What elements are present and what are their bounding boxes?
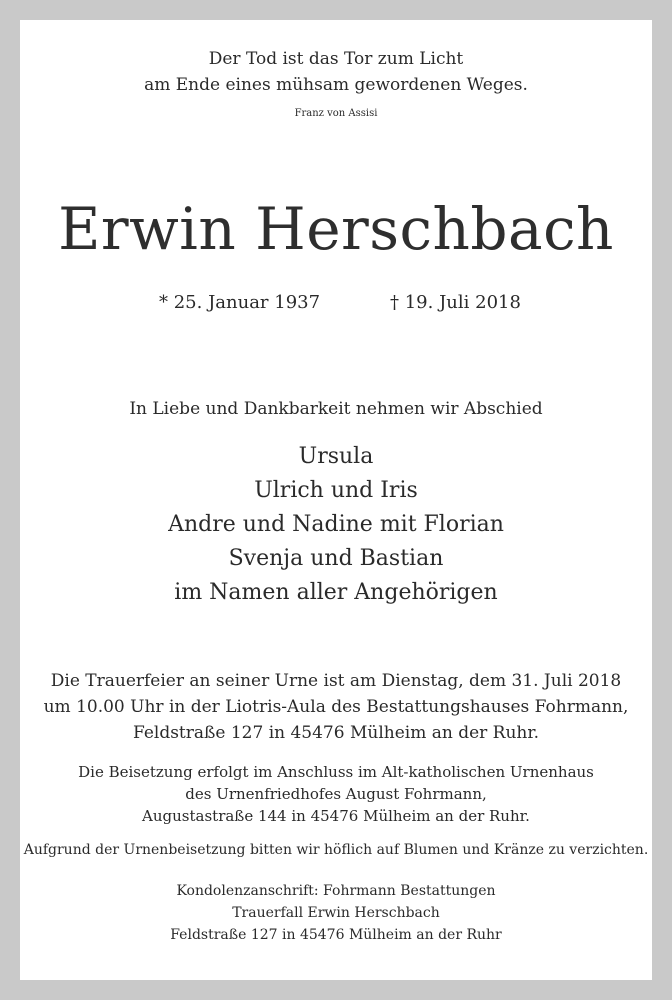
burial-line: Augustastraße 144 in 45476 Mülheim an der Ruhr. [142, 807, 530, 825]
flowers-notice: Aufgrund der Urnenbeisetzung bitten wir höflich auf Blumen und Kränze zu verzichten. [23, 842, 649, 858]
birth-date: * 25. Januar 1937 [159, 292, 321, 313]
quote-attribution: Franz von Assisi [294, 108, 378, 119]
family-member-line: Ursula [298, 444, 374, 469]
ceremony-line: Die Trauerfeier an seiner Urne ist am Dienstag, dem 31. Juli 2018 [50, 671, 622, 691]
contact-line: Feldstraße 127 in 45476 Mülheim an der Ruhr [170, 927, 502, 943]
family-member-line: Svenja und Bastian [228, 546, 444, 571]
ceremony-line: Feldstraße 127 in 45476 Mülheim an der Ruhr. [132, 723, 540, 743]
quote-line-2: am Ende eines mühsam gewordenen Weges. [144, 75, 528, 95]
deceased-name: Erwin Herschbach [58, 195, 614, 263]
burial-line: des Urnenfriedhofes August Fohrmann, [185, 785, 487, 803]
life-dates [20, 294, 652, 316]
family-member-line: Ulrich und Iris [254, 478, 418, 503]
obituary-card [20, 20, 652, 980]
family-member-line: Andre und Nadine mit Florian [168, 512, 504, 537]
burial-line: Die Beisetzung erfolgt im Anschluss im Alt-katholischen Urnenhaus [78, 763, 594, 781]
family-member-line: im Namen aller Angehörigen [174, 580, 498, 605]
quote-line-1: Der Tod ist das Tor zum Licht [208, 49, 464, 69]
death-date: † 19. Juli 2018 [390, 292, 521, 313]
contact-line: Trauerfall Erwin Herschbach [232, 905, 440, 921]
contact-line: Kondolenzanschrift: Fohrmann Bestattungen [176, 883, 496, 899]
ceremony-line: um 10.00 Uhr in der Liotris-Aula des Bestattungshauses Fohrmann, [43, 697, 629, 717]
farewell-intro: In Liebe und Dankbarkeit nehmen wir Abschied [129, 399, 543, 419]
